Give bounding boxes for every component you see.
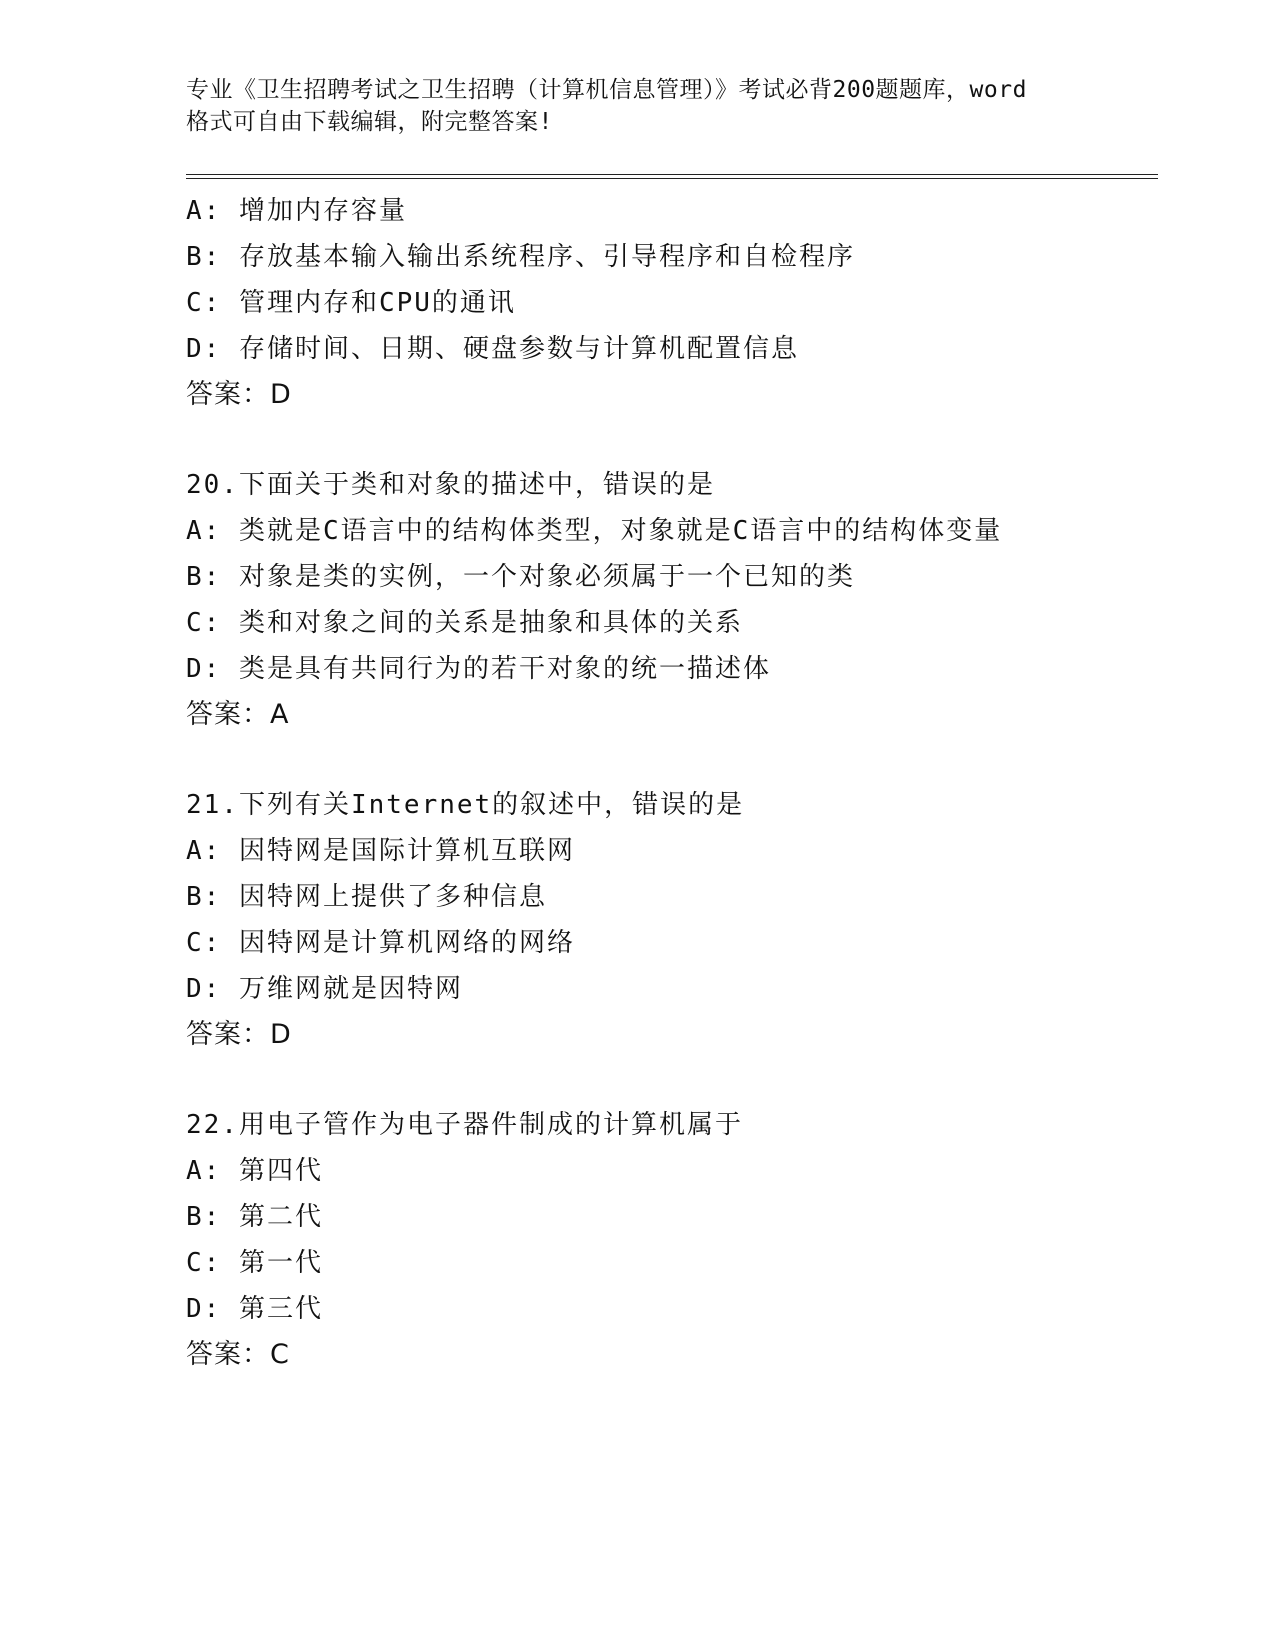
option-d: D: 万维网就是因特网 — [186, 974, 463, 1004]
option-d: D: 存储时间、日期、硬盘参数与计算机配置信息 — [186, 334, 799, 364]
header-divider-top — [186, 174, 1158, 175]
option-a: A: 第四代 — [186, 1156, 323, 1186]
answer: 答案：A — [186, 699, 290, 730]
document-header — [186, 74, 1116, 138]
answer: 答案：C — [186, 1339, 290, 1370]
option-c: C: 管理内存和CPU的通讯 — [186, 288, 516, 318]
question-21 — [186, 782, 1166, 1058]
question-stem: 22.用电子管作为电子器件制成的计算机属于 — [186, 1110, 743, 1140]
option-a: A: 增加内存容量 — [186, 196, 407, 226]
question-20 — [186, 462, 1166, 738]
header-line-1: 专业《卫生招聘考试之卫生招聘（计算机信息管理）》考试必背200题题库，word — [186, 77, 1027, 103]
option-c: C: 类和对象之间的关系是抽象和具体的关系 — [186, 608, 743, 638]
option-b: B: 第二代 — [186, 1202, 323, 1232]
question-19 — [186, 188, 1166, 418]
option-b: B: 对象是类的实例，一个对象必须属于一个已知的类 — [186, 562, 855, 592]
option-a: A: 类就是C语言中的结构体类型，对象就是C语言中的结构体变量 — [186, 516, 1003, 546]
header-divider-bottom — [186, 178, 1158, 179]
option-c: C: 因特网是计算机网络的网络 — [186, 928, 575, 958]
option-b: B: 因特网上提供了多种信息 — [186, 882, 547, 912]
option-b: B: 存放基本输入输出系统程序、引导程序和自检程序 — [186, 242, 855, 272]
answer: 答案：D — [186, 1019, 292, 1050]
option-d: D: 类是具有共同行为的若干对象的统一描述体 — [186, 654, 771, 684]
question-list — [186, 188, 1166, 1378]
question-22 — [186, 1102, 1166, 1378]
question-stem: 20.下面关于类和对象的描述中，错误的是 — [186, 470, 715, 500]
header-line-2: 格式可自由下载编辑，附完整答案! — [186, 109, 553, 135]
answer: 答案：D — [186, 379, 292, 410]
option-a: A: 因特网是国际计算机互联网 — [186, 836, 575, 866]
option-c: C: 第一代 — [186, 1248, 323, 1278]
question-stem: 21.下列有关Internet的叙述中，错误的是 — [186, 790, 745, 820]
option-d: D: 第三代 — [186, 1294, 323, 1324]
